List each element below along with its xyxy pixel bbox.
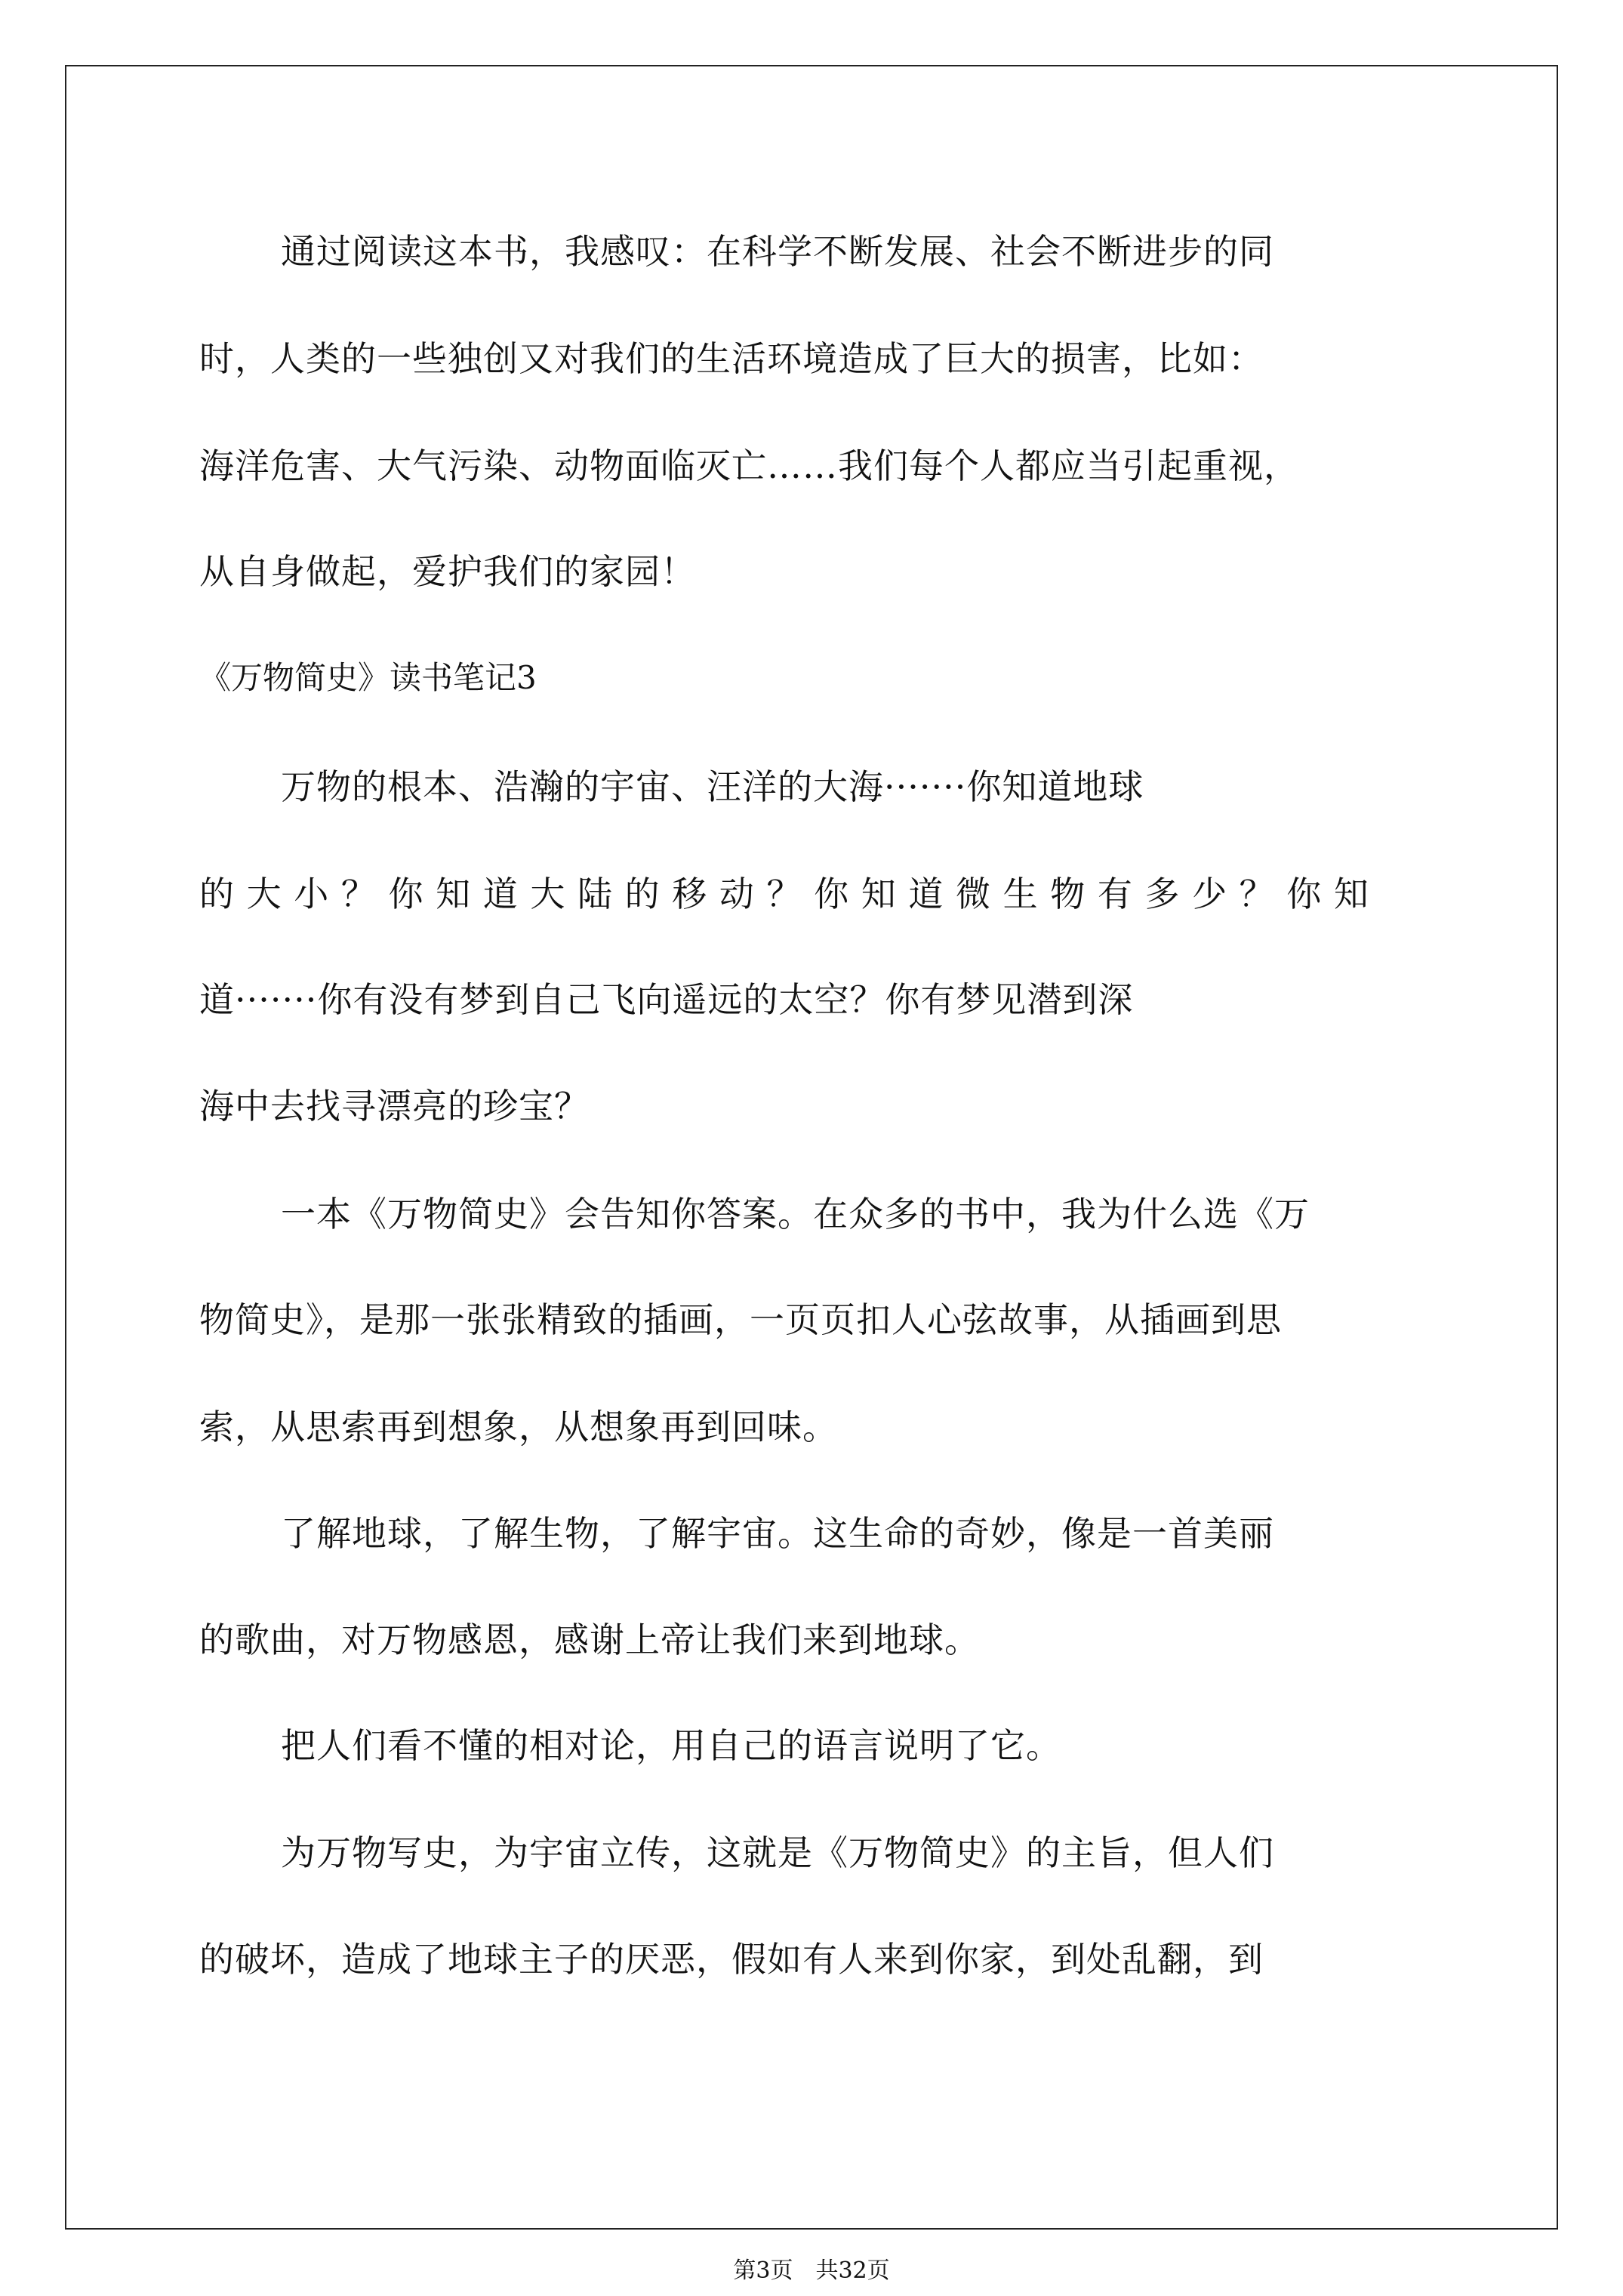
paragraph-line: 万物的根本、浩瀚的宇宙、汪洋的大海·······你知道地球 [281, 766, 1144, 807]
paragraph-line: 把人们看不懂的相对论，用自己的语言说明了它。 [281, 1725, 1061, 1766]
paragraph-line: 索，从思索再到想象，从想象再到回味。 [199, 1407, 838, 1447]
paragraph-line: 一本《万物简史》会告知你答案。在众多的书中，我为什么选《万 [281, 1194, 1310, 1234]
paragraph-line: 的破坏，造成了地球主子的厌恶，假如有人来到你家，到处乱翻，到 [199, 1939, 1264, 1980]
paragraph-line: 道·······你有没有梦到自己飞向遥远的太空？你有梦见潜到深 [199, 979, 1134, 1020]
paragraph-line: 时，人类的一些独创又对我们的生活环境造成了巨大的损害，比如： [199, 338, 1264, 379]
paragraph-line: 的 大 小 ？ 你 知 道 大 陆 的 移 动 ？ 你 知 道 微 生 物 有 多 少 ？ 你 知 [199, 874, 1369, 914]
paragraph-line: 通过阅读这本书，我感叹：在科学不断发展、社会不断进步的同 [281, 231, 1274, 272]
paragraph-line: 从自身做起，爱护我们的家园！ [199, 551, 696, 592]
paragraph-line: 海中去找寻漂亮的珍宝？ [199, 1086, 590, 1126]
paragraph-line: 的歌曲，对万物感恩，感谢上帝让我们来到地球。 [199, 1620, 980, 1660]
page-border [65, 65, 1558, 2230]
section-heading: 《万物简史》读书笔记3 [199, 659, 537, 696]
paragraph-line: 为万物写史，为宇宙立传，这就是《万物简史》的主旨，但人们 [281, 1832, 1274, 1873]
page-footer: 第3页 共32页 [733, 2257, 890, 2284]
paragraph-line: 海洋危害、大气污染、动物面临灭亡……我们每个人都应当引起重视， [199, 445, 1299, 486]
paragraph-line: 了解地球，了解生物，了解宇宙。这生命的奇妙，像是一首美丽 [281, 1513, 1274, 1554]
paragraph-line: 物简史》，是那一张张精致的插画，一页页扣人心弦故事，从插画到思 [199, 1299, 1282, 1340]
